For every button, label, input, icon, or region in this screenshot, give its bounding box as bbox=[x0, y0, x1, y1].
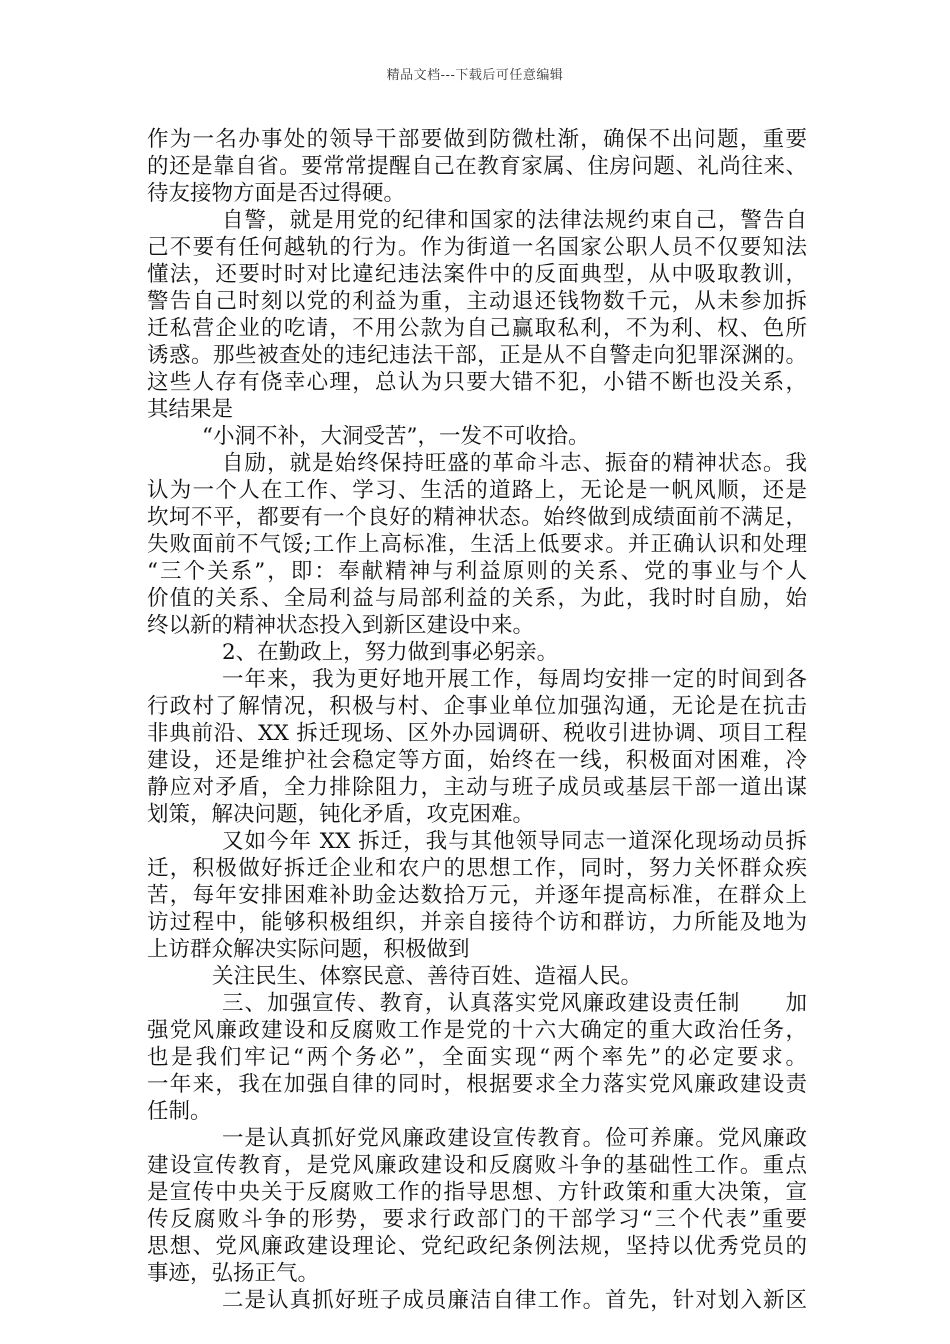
text-line: 强党风廉政建设和反腐败工作是党的十六大确定的重大政治任务， bbox=[147, 1018, 807, 1043]
text-line: 的还是靠自省。要常常提醒自己在教育家属、住房问题、礼尚往来、 bbox=[147, 154, 807, 179]
text-line: 是宣传中央关于反腐败工作的指导思想、方针政策和重大决策，宣 bbox=[147, 1180, 807, 1205]
text-line: 划策，解决问题，钝化矛盾，攻克困难。 bbox=[147, 802, 535, 827]
text-line: 访过程中，能够积极组织，并亲自接待个访和群访，力所能及地为 bbox=[147, 910, 807, 935]
text-line: 非典前沿、XX 拆迁现场、区外办园调研、税收引进协调、项目工程 bbox=[147, 721, 807, 746]
text-line: 关注民生、体察民意、善待百姓、造福人民。 bbox=[212, 964, 643, 989]
text-line: 三、加强宣传、教育，认真落实党风廉政建设责任制 加 bbox=[222, 991, 807, 1016]
text-line: 又如今年 XX 拆迁，我与其他领导同志一道深化现场动员拆 bbox=[222, 829, 807, 854]
text-line: 警告自己时刻以党的利益为重，主动退还钱物数千元，从未参加拆 bbox=[147, 289, 807, 314]
text-line: 作为一名办事处的领导干部要做到防微杜渐，确保不出问题，重要 bbox=[147, 127, 807, 152]
text-line: 懂法，还要时时对比違纪违法案件中的反面典型，从中吸取教训， bbox=[147, 262, 807, 287]
text-line: 价值的关系、全局利益与局部利益的关系，为此，我时时自励，始 bbox=[147, 586, 807, 611]
text-line: 一年来，我在加强自律的同时，根据要求全力落实党风廉政建设责 bbox=[147, 1072, 807, 1097]
text-line: 己不要有任何越轨的行为。作为街道一名国家公职人员不仅要知法 bbox=[147, 235, 807, 260]
text-line: 终以新的精神状态投入到新区建设中来。 bbox=[147, 613, 535, 638]
text-line: 建设，还是维护社会稳定等方面，始终在一线，积极面对困难，冷 bbox=[147, 748, 807, 773]
text-line: 传反腐败斗争的形势，要求行政部门的干部学习“三个代表”重要 bbox=[147, 1207, 807, 1232]
text-line: 二是认真抓好班子成员廉洁自律工作。首先，针对划入新区 bbox=[222, 1288, 807, 1313]
text-line: 认为一个人在工作、学习、生活的道路上，无论是一帆风顺，还是 bbox=[147, 478, 807, 503]
text-line: 上访群众解决实际问题，积极做到 bbox=[147, 937, 470, 962]
text-line: 任制。 bbox=[147, 1099, 212, 1124]
text-line: 这些人存有侥幸心理，总认为只要大错不犯，小错不断也没关系， bbox=[147, 370, 807, 395]
text-line: 自励，就是始终保持旺盛的革命斗志、振奋的精神状态。我 bbox=[222, 451, 807, 476]
text-line: 一年来，我为更好地开展工作，每周均安排一定的时间到各 bbox=[222, 667, 807, 692]
text-line: “三个关系”，即：奉献精神与利益原则的关系、党的事业与个人 bbox=[147, 559, 807, 584]
text-line: 自警，就是用党的纪律和国家的法律法规约束自己，警告自 bbox=[222, 208, 807, 233]
document-body bbox=[147, 126, 807, 1314]
text-line: 静应对矛盾，全力排除阻力，主动与班子成员或基层干部一道出谋 bbox=[147, 775, 807, 800]
page-header: 精品文档---下载后可任意编辑 bbox=[386, 68, 564, 83]
text-line: 迁，积极做好拆迁企业和农户的思想工作，同时，努力关怀群众疾 bbox=[147, 856, 807, 881]
text-line: 苦，每年安排困难补助金达数拾万元，并逐年提高标准，在群众上 bbox=[147, 883, 807, 908]
text-line: 也是我们牢记“两个务必”，全面实现“两个率先”的必定要求。 bbox=[147, 1045, 807, 1070]
text-line: 建设宣传教育，是党风廉政建设和反腐败斗争的基础性工作。重点 bbox=[147, 1153, 807, 1178]
text-line: 一是认真抓好党风廉政建设宣传教育。俭可养廉。党风廉政 bbox=[222, 1126, 807, 1151]
text-line: 其结果是 bbox=[147, 397, 234, 422]
text-line: 坎坷不平，都要有一个良好的精神状态。始终做到成绩面前不满足， bbox=[147, 505, 807, 530]
text-line: 行政村了解情况，积极与村、企事业单位加强沟通，无论是在抗击 bbox=[147, 694, 807, 719]
text-line: 事迹，弘扬正气。 bbox=[147, 1261, 320, 1286]
text-line: 诱惑。那些被查处的违纪违法干部，正是从不自警走向犯罪深渊的。 bbox=[147, 343, 807, 368]
text-line: 迁私营企业的吃请，不用公款为自己赢取私利，不为利、权、色所 bbox=[147, 316, 807, 341]
text-line: 待友接物方面是否过得硬。 bbox=[147, 181, 406, 206]
text-line: 2、在勤政上，努力做到事必躬亲。 bbox=[222, 640, 559, 665]
text-line: 思想、党风廉政建设理论、党纪政纪条例法规，坚持以优秀党员的 bbox=[147, 1234, 807, 1259]
text-line: “小洞不补，大洞受苦”，一发不可收拾。 bbox=[202, 424, 590, 449]
text-line: 失败面前不气馁;工作上高标准，生活上低要求。并正确认识和处理 bbox=[147, 532, 807, 557]
